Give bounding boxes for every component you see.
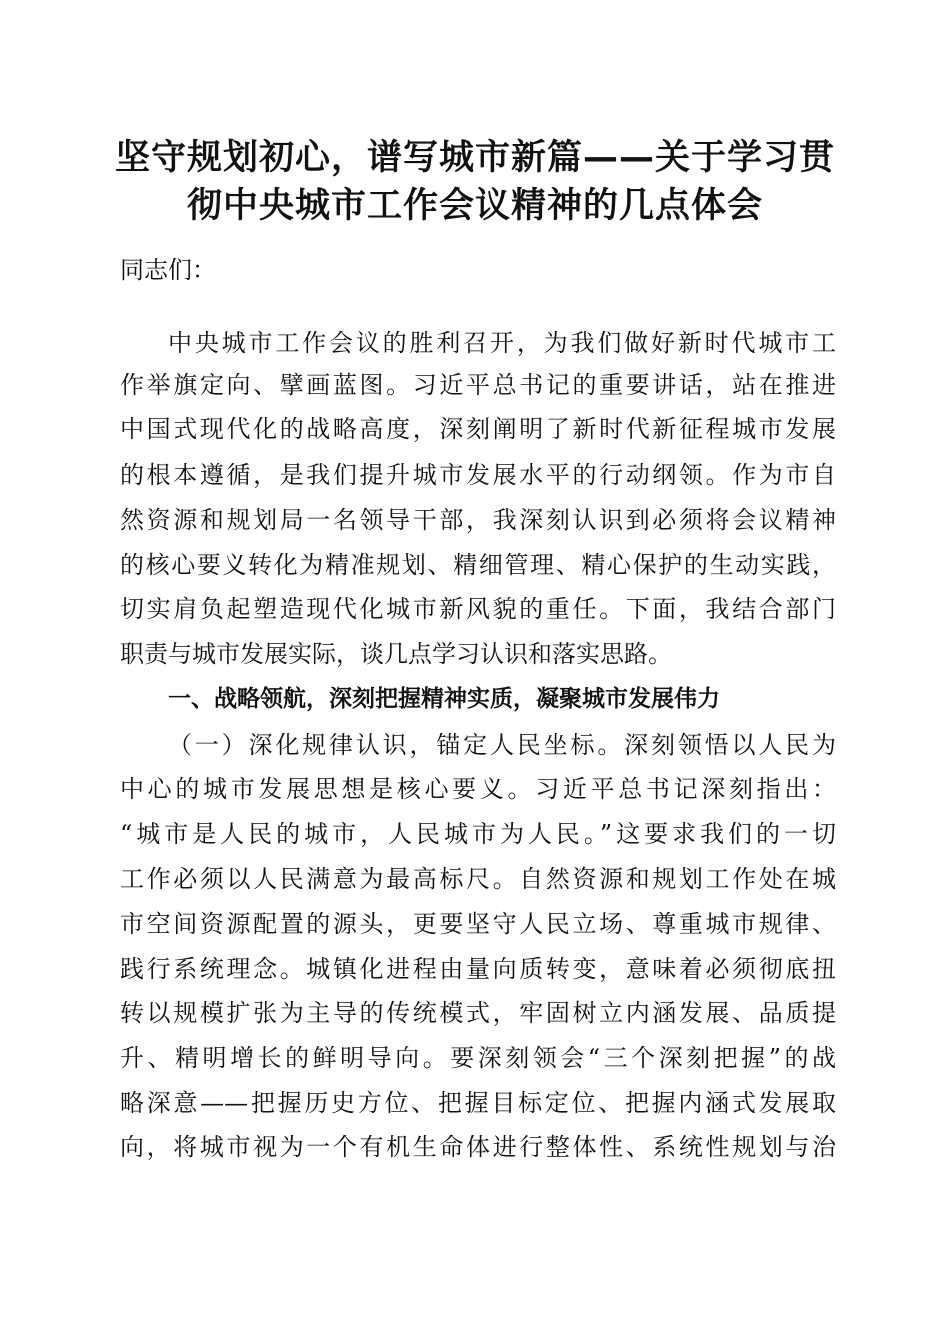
section-line: 市空间资源配置的源头，更要坚守人民立场、尊重城市规律、: [120, 910, 836, 938]
intro-line: 的根本遵循，是我们提升城市发展水平的行动纲领。作为市自: [120, 461, 836, 489]
section-line: 中心的城市发展思想是核心要义。习近平总书记深刻指出：: [120, 775, 836, 803]
intro-line: 的核心要义转化为精准规划、精细管理、精心保护的生动实践，: [120, 551, 836, 579]
intro-line: 切实肩负起塑造现代化城市新风貌的重任。下面，我结合部门: [120, 595, 836, 623]
intro-line: 作举旗定向、擘画蓝图。习近平总书记的重要讲话，站在推进: [120, 371, 836, 399]
document-title-line-1: 坚守规划初心，谱写城市新篇——关于学习贯: [114, 138, 835, 178]
section-line: 升、精明增长的鲜明导向。要深刻领会“三个深刻把握”的战: [120, 1044, 836, 1072]
section-line: 践行系统理念。城镇化进程由量向质转变，意味着必须彻底扭: [120, 955, 836, 983]
salutation: 同志们：: [120, 256, 216, 284]
section-heading: 一、战略领航，深刻把握精神实质，凝聚城市发展伟力: [168, 686, 720, 712]
intro-line: 职责与城市发展实际，谈几点学习认识和落实思路。: [120, 640, 672, 668]
section-line: （一）深化规律认识，锚定人民坐标。深刻领悟以人民为: [168, 731, 836, 759]
section-line: 转以规模扩张为主导的传统模式，牢固树立内涵发展、品质提: [120, 999, 836, 1027]
intro-line: 然资源和规划局一名领导干部，我深刻认识到必须将会议精神: [120, 506, 836, 534]
section-line: 工作必须以人民满意为最高标尺。自然资源和规划工作处在城: [120, 865, 836, 893]
section-line: “城市是人民的城市，人民城市为人民。”这要求我们的一切: [120, 820, 836, 848]
intro-line: 中央城市工作会议的胜利召开，为我们做好新时代城市工: [168, 329, 836, 357]
section-line: 略深意——把握历史方位、把握目标定位、把握内涵式发展取: [120, 1089, 836, 1117]
section-line: 向，将城市视为一个有机生命体进行整体性、系统性规划与治: [120, 1133, 836, 1161]
document-title-line-2: 彻中央城市工作会议精神的几点体会: [186, 186, 763, 226]
intro-line: 中国式现代化的战略高度，深刻阐明了新时代新征程城市发展: [120, 415, 836, 443]
